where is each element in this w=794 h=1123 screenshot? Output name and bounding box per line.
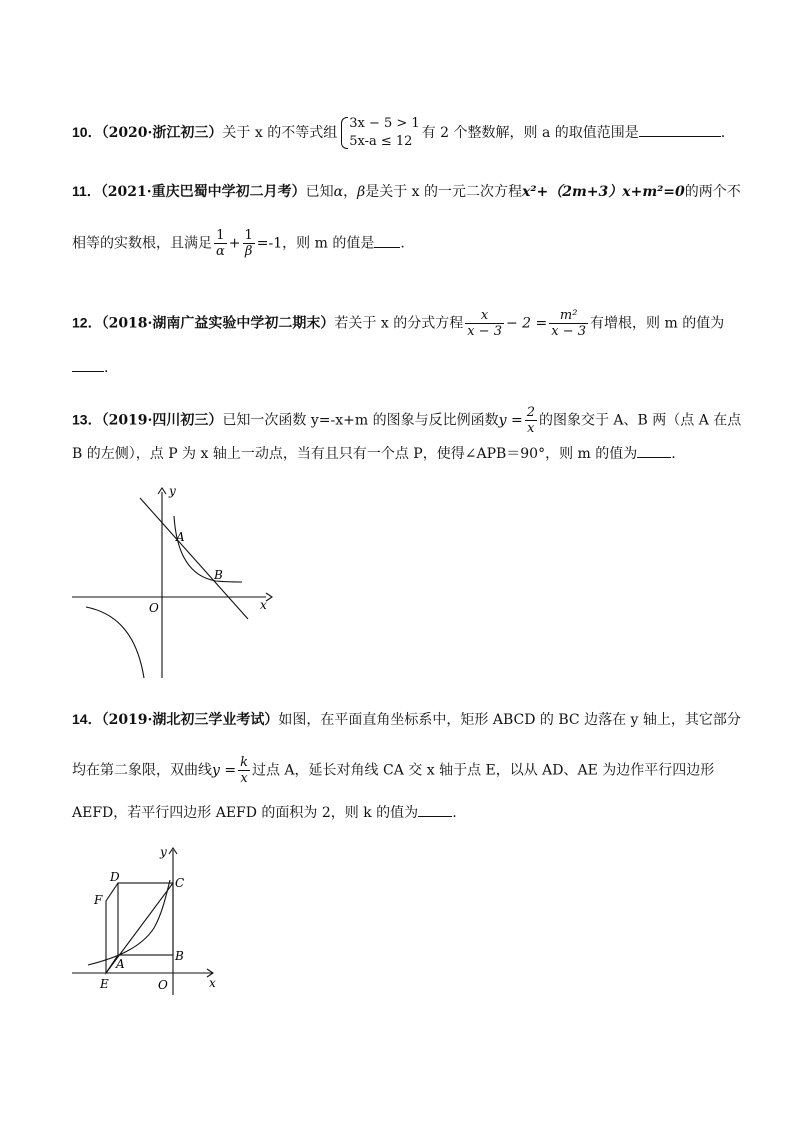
x-label: x [260, 598, 267, 612]
function-lhs: y = [498, 412, 523, 429]
fraction-k-over-x: $\frac{k}{x}$ [240, 755, 248, 786]
question-number: 14． [72, 711, 102, 727]
question-text: 均在第二象限，双曲线 [72, 762, 212, 779]
point-f-label: F [94, 893, 103, 907]
equation-part: − 2 = [505, 315, 548, 332]
question-source: （2019·湖北初三学业考试） [101, 712, 279, 728]
question-number: 13． [72, 411, 102, 428]
origin-label: O [149, 601, 159, 615]
question-text: 是关于 x 的一元二次方程 [365, 184, 523, 200]
answer-blank[interactable] [374, 233, 400, 248]
alpha-symbol: α [333, 184, 344, 200]
question-10 [72, 115, 725, 151]
question-text: 相等的实数根，且满足 [72, 235, 212, 252]
question-12 [72, 308, 724, 339]
hyperbola-branch-q1 [174, 516, 242, 582]
question-source: （2019·四川初三） [101, 412, 223, 429]
inequality-system [339, 115, 419, 151]
question-13 [72, 405, 741, 436]
question-number: 11． [72, 183, 101, 199]
fraction-one-over-beta: $\frac{1}{\beta}$ [244, 228, 253, 259]
inequality-2: 5x-a ≤ 12 [349, 134, 413, 149]
question-text: =-1，则 m 的值是 [256, 235, 375, 252]
period: . [671, 446, 676, 462]
period: . [400, 235, 405, 252]
question-text: 的图象交于 A、B 两（点 A 在点 [538, 412, 742, 429]
point-a-label: A [116, 957, 125, 971]
beta-symbol: β [357, 184, 366, 200]
x-label: x [209, 976, 216, 990]
question-number: 10． [72, 124, 102, 140]
comma: ， [343, 184, 358, 200]
question-text: 已知一次函数 y=-x+m 的图象与反比例函数 [222, 412, 499, 429]
question-text: 关于 x 的不等式组 [222, 125, 338, 141]
answer-blank[interactable] [72, 357, 104, 372]
y-label: y [160, 845, 167, 859]
question-number: 12． [72, 314, 102, 331]
plus-sign: + [228, 235, 241, 252]
question-text: 的两个不 [684, 184, 741, 200]
x-axis-arrow [266, 593, 272, 601]
question-11-line-2 [72, 228, 405, 259]
point-d-label: D [110, 870, 120, 884]
point-c-label: C [175, 876, 185, 890]
question-text: 有增根，则 m 的值为 [590, 315, 725, 332]
period: . [720, 125, 726, 141]
question-text: 如图，在平面直角坐标系中，矩形 ABCD 的 BC 边落在 y 轴上，其它部分 [278, 712, 741, 728]
question-13-line-2 [72, 443, 676, 464]
q13-figure [66, 478, 286, 688]
question-14-line-2 [72, 755, 714, 786]
fraction-one-over-alpha: $\frac{1}{\alpha}$ [216, 228, 225, 259]
answer-blank[interactable] [418, 802, 452, 817]
point-b-label: B [175, 949, 184, 963]
point-e-label: E [100, 977, 109, 991]
answer-blank[interactable] [637, 443, 671, 458]
question-12-line-2 [72, 357, 108, 378]
inequality-1: 3x − 5 > 1 [349, 116, 420, 131]
point-a-label: A [176, 530, 185, 544]
question-text: AEFD，若平行四边形 AEFD 的面积为 2，则 k 的值为 [72, 805, 419, 821]
period: . [452, 805, 457, 821]
fraction-2-over-x: $\frac{2}{x}$ [526, 405, 535, 436]
answer-blank[interactable] [639, 122, 721, 137]
question-source: （2021·重庆巴蜀中学初二月考） [100, 184, 306, 200]
question-text: 有 2 个整数解，则 a 的取值范围是 [421, 125, 639, 141]
fraction-x-over-x-minus-3: $\frac{x}{x - 3}$ [467, 308, 502, 339]
origin-label: O [158, 978, 168, 992]
y-label: y [169, 484, 176, 498]
question-source: （2018·湖南广益实验中学初二期末） [101, 315, 335, 332]
question-11 [72, 181, 741, 202]
hyperbola-branch-q3 [86, 607, 144, 678]
equation: x²+（2m+3）x+m²=0 [522, 184, 685, 200]
fraction-m2-over-x-minus-3: $\frac{\text{m²}}{x - 3}$ [551, 308, 587, 339]
question-14 [72, 709, 741, 730]
question-text: B 的左侧），点 P 为 x 轴上一动点，当有且只有一个点 P，使得∠APB＝90°，则 m 的值为 [72, 446, 638, 462]
question-source: （2020·浙江初三） [101, 125, 223, 141]
period: . [104, 360, 109, 376]
question-text: 若关于 x 的分式方程 [334, 315, 464, 332]
function-lhs: y = [212, 762, 237, 779]
question-text: 已知 [305, 184, 334, 200]
point-b-label: B [214, 568, 223, 582]
question-14-line-3 [72, 802, 457, 823]
question-text: 过点 A，延长对角线 CA 交 x 轴于点 E，以从 AD、AE 为边作平行四边形 [251, 762, 715, 779]
q14-figure [66, 840, 236, 1000]
